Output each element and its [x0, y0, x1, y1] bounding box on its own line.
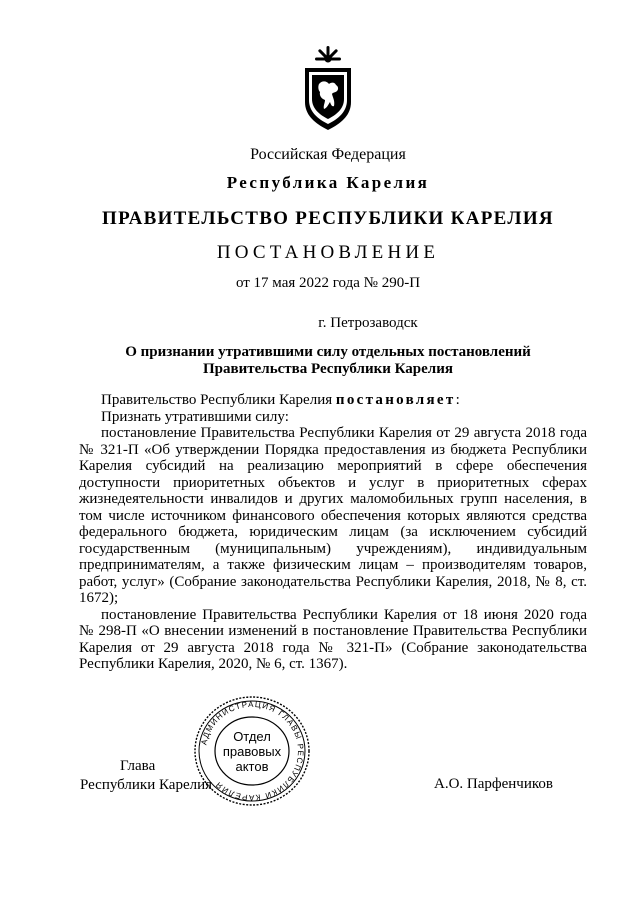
position-line-2: Республики Карелия [80, 777, 213, 793]
government-name: ПРАВИТЕЛЬСТВО РЕСПУБЛИКИ КАРЕЛИЯ [102, 208, 554, 229]
stamp-ring-text: АДМИНИСТРАЦИЯ ГЛАВЫ РЕСПУБЛИКИ КАРЕЛИЯ [199, 699, 306, 803]
document-type: ПОСТАНОВЛЕНИЕ [216, 242, 440, 263]
stamp-line-1: Отдел [233, 729, 271, 744]
date-number: от 17 мая 2022 года № 290-П [235, 275, 421, 291]
stamp-line-2: правовых [222, 744, 282, 759]
intro-decree-word: постановляет [335, 392, 456, 408]
position-line-1: Глава [120, 758, 156, 774]
stamp-line-3: актов [235, 759, 269, 774]
title-line-2: Правительства Республики Карелия [203, 361, 453, 377]
intro-text: Правительство Республики Карелия [101, 392, 336, 408]
signatory-position [80, 757, 212, 795]
title-line-1: О признании утратившими силу отдельных постановлений [125, 344, 531, 360]
intro-paragraph [79, 392, 587, 409]
paragraph-1: Признать утратившими силу: [101, 408, 289, 425]
intro-colon: : [455, 392, 460, 408]
paragraph-2: постановление Правительства Республики Карелия от 29 августа 2018 года № 321-П «Об утверждении Порядка предоставления из бюджета Республики Карелия субсидий на реализацию мероприятий в сфере обеспечения доступности приоритетных объектов и услуг в приоритетных сферах жизнедеятельности инвалидов и других маломобильных групп населения, в том числе источником финансового обеспечения которых являются средства федерального бюджета, юридическим лицам (за исключением субсидий государственным (муниципальным) учреждениям), индивидуальным предпринимателям, а также физическим лицам – производителям товаров, работ, услуг» (Собрание законодательства Республики Карелия, 2018, № 8, ст. 1672); [79, 425, 587, 606]
city: г. Петрозаводск [318, 315, 418, 331]
republic-name: Республика Карелия [226, 173, 430, 192]
document-title [0, 344, 640, 378]
paragraph-3: постановление Правительства Республики Карелия от 18 июня 2020 года № 298-П «О внесении изменений в постановление Правительства Республики Карелия от 29 августа 2018 года № 321-П» (Собрание законодательства Республики Карелия, 2020, № 6, ст. 1367). [79, 606, 587, 672]
coat-of-arms-karelia-icon [300, 44, 356, 132]
document-body [79, 392, 587, 673]
signatory-name: А.О. Парфенчиков [434, 776, 553, 792]
country-name: Российская Федерация [250, 146, 406, 163]
